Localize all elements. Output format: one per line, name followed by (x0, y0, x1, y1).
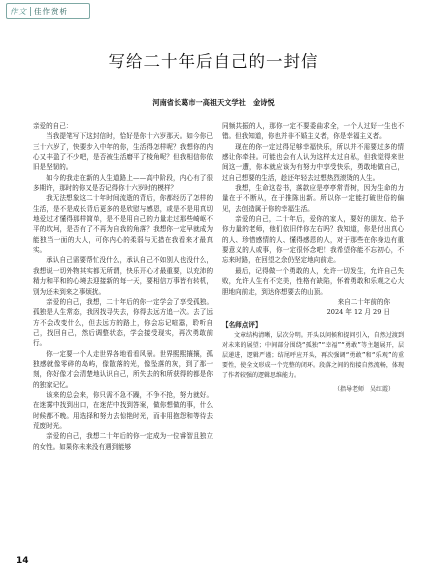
comment-text: 文章结构清晰，层次分明。开头以问候和提问引入，自然过渡到对未来的展望；中间部分围绕“孤独”“幸福”“勇敢”等主题展开，层层递进，逻辑严谨；结尾呼应开头，再次强调“勇敢”和“乐观”的重要性，使全文形成一个完整的闭环。段落之间的衔接自然流畅，体现了作者较强的逻辑思维能力。 (222, 331, 404, 379)
paragraph: 当我提笔写下这封信时，恰好是你十六岁那天。如今你已三十六岁了，快要步入中年的你，生活得怎样呢？我想你的内心又丰盈了不少吧，是否被生活磨平了棱角呢？但我相信你依旧是坚韧的。 (33, 132, 213, 172)
paragraph: 亲爱的自己，我想，二十年后的你一定学会了享受孤独。孤独是人生常态，我因找寻失去，你得去远方追一次。去了远方不会改变什么，但去远方的路上，你会忘记喧嚣，聆听自己，找回自己，然后调整状态，学会接受现实，再次勇敢前行。 (33, 297, 213, 348)
header-divider (30, 7, 31, 16)
left-column (33, 121, 213, 452)
paragraph: 我无法想象这二十年时间流逝的背后，你都经历了怎样的生活，是不是成长背后更多的是欣慰与感恩，或是不是用真切地爱过才懂得那样简单，是不是用自己的力量走过那些崎岖不平的坎坷，是否有了不再为自我的角落？我想你一定早就成为能独当一面的大人，可你内心的柔弱与无措在我看来才最真实。 (33, 194, 213, 255)
paragraph: 承认自己需要帮忙没什么，承认自己不如别人也没什么，我想说一切外物其实都无所谓，快乐开心才最重要，以充沛的精力和平和的心境去迎接新的每一天，要相信万事皆有转机，别为还未到来之事烦扰。 (33, 256, 213, 296)
comment-heading: 【名师点评】 (222, 320, 262, 329)
right-column (222, 121, 404, 395)
header-zone: 作文 (10, 6, 27, 16)
paragraph: 我想，生命这卷书，落款应是亭亭常青树，因为生命的力量在于不断从，在于推陈出新。所以你一定能打破世俗的偏见，去创造属于你的幸福生活。 (222, 184, 404, 213)
paragraph: 亲爱的自己，二十年后，爱你的家人，要好的朋友、给予你力量的老师，他们依旧伴你左右吗？我知道，你是付出真心的人、珍惜感情的人、懂得感恩的人，对于那些在你身边有重要意义的人或事，你一定很怀念吧！我希望你能不忘初心，不忘来时路，在回望之余仍坚定地向前走。 (222, 215, 404, 265)
article-author: 河南省长葛市一高祖天文学社 金诗悦 (152, 98, 275, 107)
article-title: 写给二十年后自己的一封信 (108, 52, 319, 71)
teacher-comment (222, 320, 404, 396)
paragraph: 最后，记得做一个勇敢的人，允许一切发生，允许自己失败，允许人生有不完美，性格有缺陷，怀着勇敢和乐观之心大胆地向前走，到达你想要去的山顶。 (222, 266, 404, 296)
paragraph: 亲爱的自己，我想二十年后的你一定成为一位睿智且独立的女性。如果你未来没有遇到能够 (33, 432, 213, 451)
signature-date: 2024 年 12 月 29 日 (326, 308, 390, 317)
paragraph: 亲爱的自己： (33, 122, 73, 130)
paragraph: 该来的总会来，你只需不急不躁，不争不抢，努力就好。在迷雾中找到出口，在迷茫中找到答案，做你想做的事，什么时候都不晚。用选择和努力去惊艳时光，而非用抱怨和等待去荒废时光。 (33, 390, 213, 430)
paragraph: 你一定要一个人走世界各地看看风景。世界熙熙攘攘，孤独感就像零碎的岛屿，像散落的光，像坠落的灰，到了那一刻，你好像才会清楚地认识自己，所失去的和所获得的都是你的独家记忆。 (33, 349, 213, 389)
signature-from: 来自二十年前的你 (337, 297, 390, 306)
page-number: 14 (16, 556, 29, 566)
paragraph: 如今的我走在新的人生道路上——高中阶段，内心有了很多期许，那时的你又是否记得你十六岁时的模样？ (33, 173, 213, 193)
paragraph: 现在的你一定过得足够幸福快乐，所以并不需要过多的情感让你牵挂。可能也会有人认为这样太过自私，但我觉得来世间这一遭，你本就应该为有努力中享受快乐，勇敢地做自己，过自己想要的生活，趁还年轻去过想热烈滚烫的人生。 (222, 142, 404, 182)
header-section: 佳作赏析 (34, 6, 68, 16)
paragraph: 同频共振的人，那你一定不要委曲求全，一个人过好一生也不错。但我知道，你也并非不婚主义者，你是幸福主义者。 (222, 122, 404, 141)
column-header-tag (6, 3, 90, 19)
comment-teacher: （指导老师 吴红霞） (333, 386, 394, 394)
